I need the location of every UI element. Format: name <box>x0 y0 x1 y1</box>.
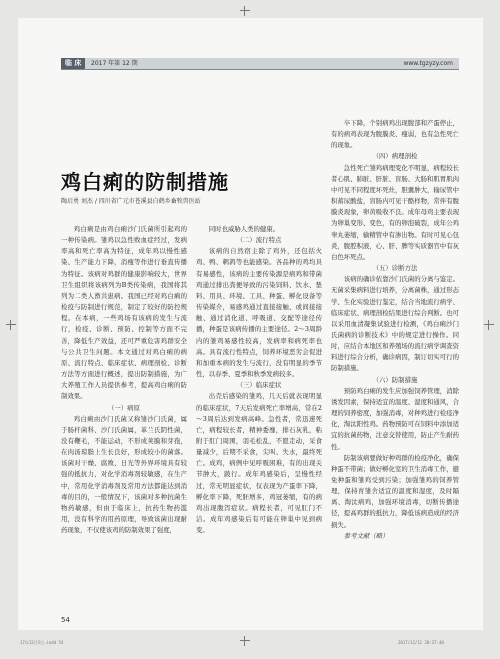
registration-mark-icon <box>240 6 250 16</box>
paragraph: 该病的确诊依靠沙门氏菌的分离与鉴定。无菌采集病料进行培养，分离菌株，通过形态学、生化实验进行鉴定，结合当地流行病学、临床症状、病理剖检结果进行综合判断。也可以采用血清凝集试验进行检测，《鸡白痢沙门氏菌病的诊断技术》中的规定进行操作。同时，应结合本地区和养殖场的流行病学调查资料进行综合分析，确诊病因，制订切实可行的防制措施。 <box>331 275 459 373</box>
text-column-1 <box>61 224 187 536</box>
article-title: 鸡白痢的防制措施 <box>61 170 229 194</box>
text-column-2 <box>196 224 322 536</box>
registration-mark-icon <box>484 320 494 330</box>
section-heading: （五）诊断方法 <box>372 264 418 273</box>
references-note: 参考文献（略） <box>343 531 389 540</box>
issue-label: 2017 年第 12 期 <box>91 60 138 67</box>
page-number: 54 <box>61 616 70 624</box>
section-heading: （二）流行特点 <box>236 236 282 245</box>
journal-page <box>18 18 483 630</box>
paragraph: 卒下降，个别病鸡出现腹部和产蛋停止，有的病鸡表现为腹膜炎、瘦弱，也有急性死亡的现象。 <box>331 119 459 150</box>
section-tag: 临 床 <box>61 58 85 69</box>
print-slug-left: 17年12月5日.indd 54 <box>20 640 64 645</box>
journal-header <box>61 58 459 70</box>
registration-mark-icon <box>240 636 250 646</box>
registration-mark-icon <box>6 320 16 330</box>
paragraph: 防制该病要做好种鸡群的检疫净化，确保种蛋不带菌；做好孵化室的卫生消毒工作，避免种蛋和雏鸡受到污染；加强雏鸡的饲养管理，保持育雏舍适宜的温度和湿度，及时隔离、淘汰病鸡，加强环境消毒，切断传播途径，提高鸡群的抵抗力，降低该病造成的经济损失。 <box>331 453 459 529</box>
paragraph: 预防鸡白痢的发生应加强饲养管理，消除诱发因素，保持适宜的温度、湿度和通风，合理的饲养密度，加强消毒，对种鸡进行检疫净化，淘汰阳性鸡。药物预防可在饲料中添加适宜的抗菌药物，注意交替使用，防止产生耐药性。 <box>331 386 459 451</box>
paragraph: 同时也威胁人类的健康。 <box>208 225 280 233</box>
paragraph: 急性死亡雏鸡病理变化不明显，病程较长者心肌、肺脏、肝脏、盲肠、大肠和肌胃肌肉中可见不同程度坏死灶，胆囊肿大，输尿管中积蓄尿酸盐，盲肠内可见干酪样物，常伴有腹膜炎现象，卵黄吸收不良。成年母鸡主要表现为卵巢变形、变色，有的卵泡破裂，成年公鸡睾丸萎缩，输精管中有渗出物。有时可见心包炎，腹腔积液，心、肝、脾等实质器官中有灰白色坏死点。 <box>331 163 459 261</box>
print-slug-right: 2017/12/11 20:37:40 <box>398 640 444 645</box>
journal-url: www.tgzyzy.com <box>403 60 453 67</box>
section-heading: （三）临床症状 <box>236 381 282 390</box>
section-heading: （六）防制措施 <box>372 375 418 384</box>
section-heading: （一）病原 <box>108 403 140 412</box>
paragraph: 该病的自然宿主除了鸡外，还包括火鸡、鸭、鹌鹑等也能感染。各品种的鸡均具有易感性，该病的主要传染源是病鸡和带菌鸡通过排出粪便导致的污染饲料、饮水、垫料、用具、环境、工具、种蛋、孵化设备等传染媒介，易感鸡通过直接接触、或间接接触、通过消化道、呼吸道、交配等途径传播，种蛋是该病传播的主要途径。2～3周龄内的雏鸡易感性较高，发病率和病死率也高。具有流行性特点，饲养环境恶劣会促进和加重本病的发生与流行，没有明显的季节性，以春季、夏季和秋季发病较多。 <box>196 247 322 379</box>
paragraph: 鸡白痢由沙门氏菌又称雏沙门氏菌，属于肠杆菌科、沙门氏菌属，革兰氏阴性菌，没有鞭毛，不能运动，不形成荚膜和芽孢，在肉汤琼脂上生长良好，形成较小的菌落。该菌对干燥、腐败、日光等外界环境具有较强的抵抗力，对化学消毒剂较敏感，在生产中，常用化学消毒剂及常用方法都能达到消毒的目的，一般情况下，该菌对多种抗菌生物药敏感，但由于临床上，抗药生物药滥用，没有科学的用药原理，导致该菌出现耐药现象，不仅使该鸡的防制效果了强度， <box>61 414 187 535</box>
article-authors: 陶启勇 刘杰 / 四川省广元市苍溪县白鹤乡畜牧兽医站 <box>61 198 201 205</box>
paragraph: 鸡白痢是由鸡白痢沙门氏菌所引起鸡的一种传染病。雏鸡以急性败血症经过，发病率高和死亡率高为特征，成年鸡以慢性感染、生产能力下降，消瘦等作进行垂直传播为特征。该病对鸡群的健康影响较大，世界卫生组织将该病列为B类传染病，我国将其列为二类人畜共患病。我国已经对鸡白痢的检疫与防制进行规范，制定了较好的防控规程。在本病，一些鸡场有该病的发生与流行，检疫、诊断、预防、控制等方面不完善，降低生产效益，还可严重危害鸡群安全与公共卫生问题。本文通过对鸡白痢的病原、流行特点、临床症状、病理剖检、诊断方法等方面进行概述，提出防制措施，为广大养殖工作人员提供参考，提高鸡白痢的防制效果。 <box>61 225 187 401</box>
text-column-3 <box>331 118 459 542</box>
section-heading: （四）病理剖检 <box>372 152 418 161</box>
paragraph: 出壳后感染的雏鸡，几天后就表现明显的临床症状，7天后发病死亡率增高，常在2～3周后达到发病高峰。急性者，常迅速死亡，病程较长者，精神委靡，排石灰乳，粘附于肛门周围，羽毛松乱，不愿走动，采食量减少，后期不采食，尖叫、失水，最终死亡。成鸡，病例中见呼吸困难，有的出现关节肿大，跛行。成年鸡感染后，呈慢性经过，常无明显症状，仅表现为产蛋率下降，孵化率下降，死胚增多，鸡冠萎缩，有的病鸡出现腹泻症状。病程长者，可见肛门不洁。成年鸡感染后有可能在卵巢中见到病变。 <box>196 392 322 535</box>
